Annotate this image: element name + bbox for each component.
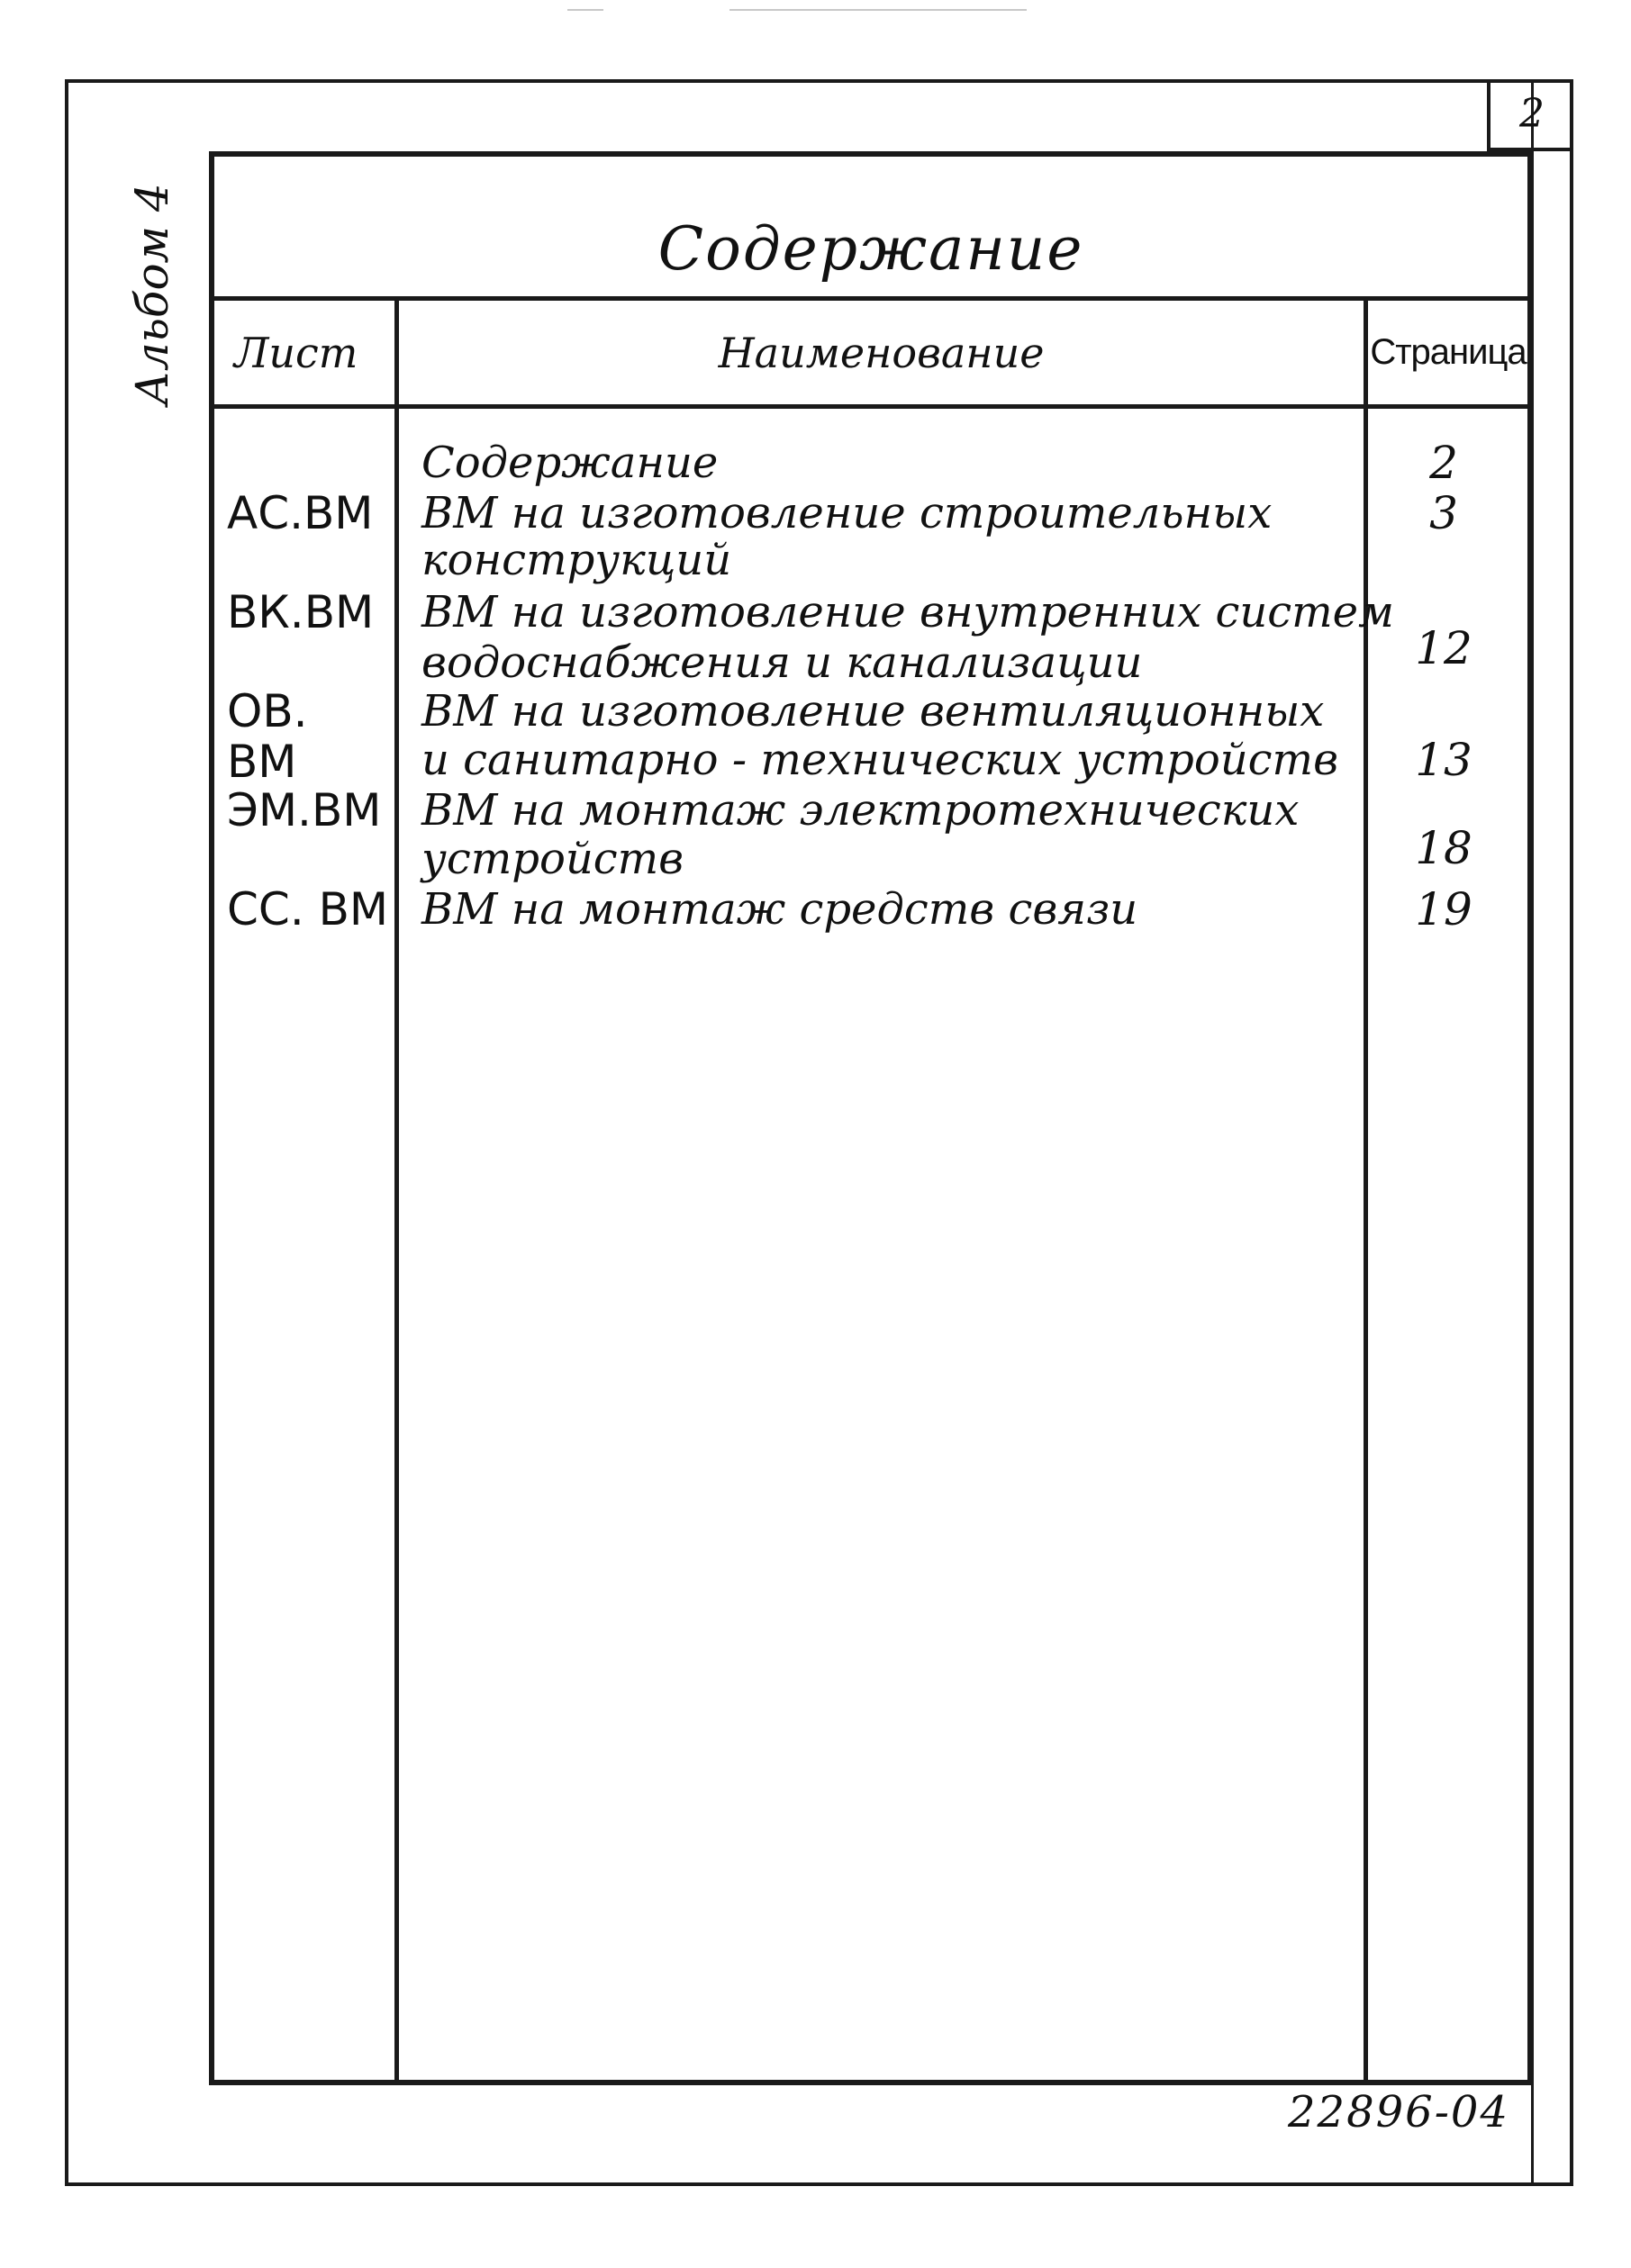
row-page: 2 [1429, 437, 1458, 489]
row-sheet-code: ОВ. ВМ [227, 685, 308, 788]
document-code: 22896-04 [1288, 2087, 1509, 2137]
header-page: Страница [1370, 332, 1527, 372]
row-sheet-code: ВК.ВМ [227, 586, 375, 638]
row-name-line: Содержание [421, 438, 719, 488]
row-page: 12 [1415, 622, 1472, 674]
page-title: Содержание [214, 157, 1527, 301]
row-sheet-code: АС.ВМ [227, 487, 374, 539]
row-page: 3 [1429, 487, 1458, 539]
column-divider [394, 301, 399, 2080]
row-name-line: устройств [421, 834, 684, 884]
row-page: 18 [1415, 822, 1472, 874]
album-label: Альбом 4 [126, 183, 178, 405]
row-name-line: ВМ на изготовление строительных [421, 488, 1273, 538]
header-name: Наименование [718, 328, 1045, 377]
scan-artifact [567, 9, 603, 11]
header-sheet: Лист [234, 328, 358, 377]
row-name-line: ВМ на монтаж средств связи [421, 884, 1138, 935]
table-header [214, 301, 1527, 409]
scan-artifact [729, 9, 1027, 11]
row-page: 13 [1415, 734, 1472, 786]
row-name-line: ВМ на изготовление внутренних систем [421, 587, 1394, 637]
row-name-line: водоснабжения и канализации [421, 637, 1143, 688]
row-name-line: конструкций [421, 535, 732, 585]
row-sheet-code: СС. ВМ [227, 883, 389, 935]
row-name-line: ВМ на монтаж электротехнических [421, 785, 1300, 836]
row-name-line: и санитарно - технических устройств [421, 735, 1339, 785]
row-page: 19 [1415, 883, 1472, 935]
row-sheet-code: ЭМ.ВМ [227, 784, 382, 836]
row-name-line: ВМ на изготовление вентиляционных [421, 686, 1325, 736]
page-number: 2 [1487, 79, 1573, 151]
column-divider [1364, 301, 1368, 2080]
